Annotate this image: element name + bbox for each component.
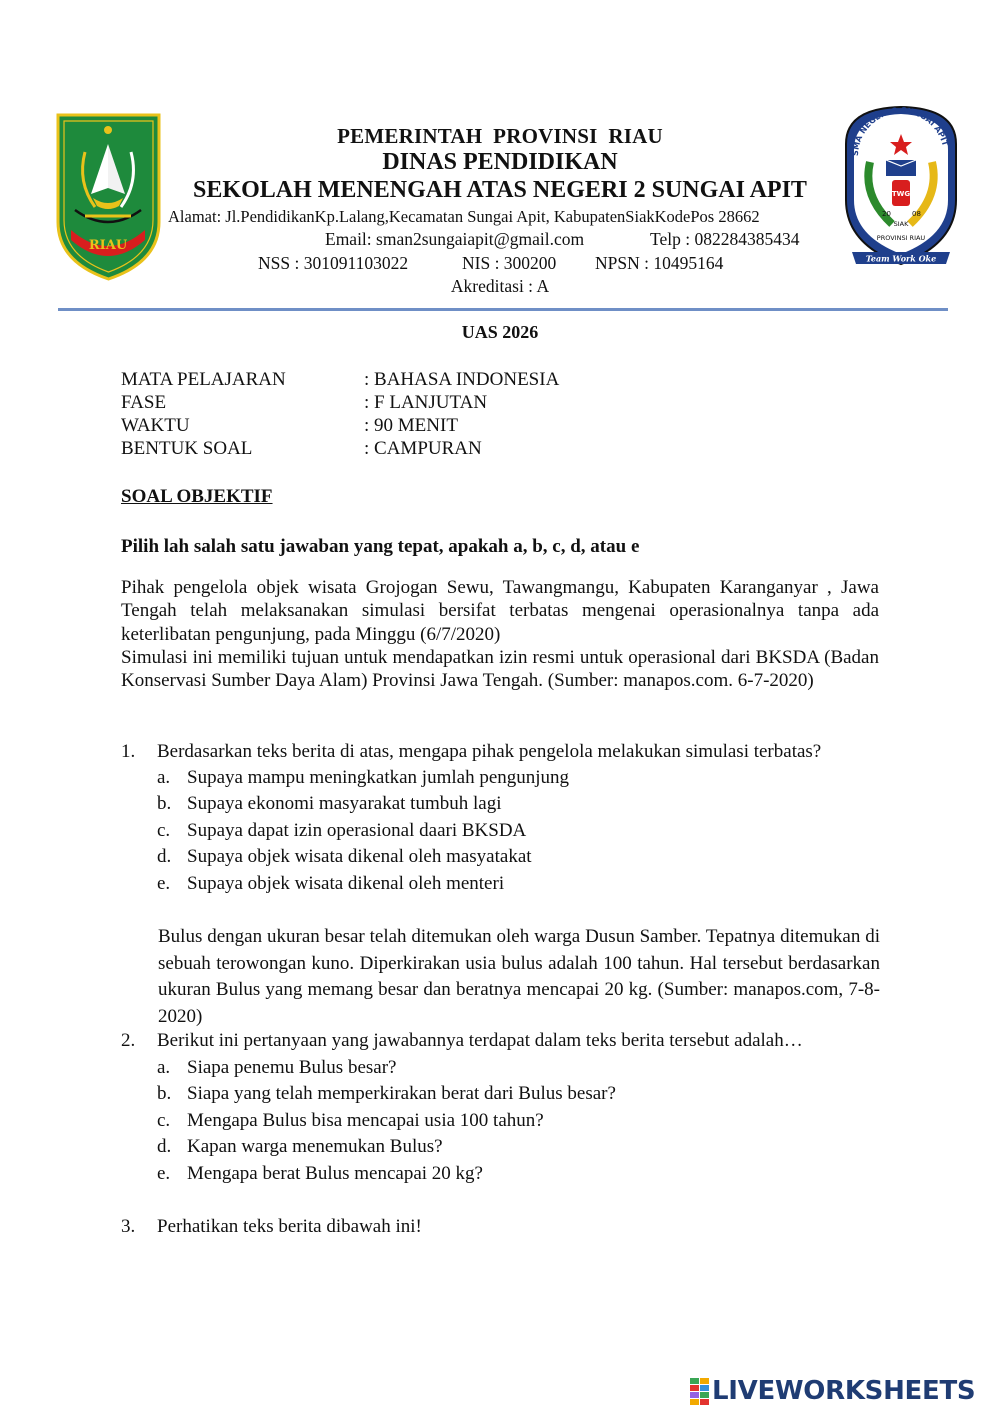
question-2-option-letter: d. [157,1136,172,1157]
letterhead-nss: NSS : 301091103022 [258,253,409,273]
question-2-text: Berikut ini pertanyaan yang jawabannya terdapat dalam teks berita tersebut adalah… [157,1030,803,1051]
question-1-text: Berdasarkan teks berita di atas, mengapa pihak pengelola melakukan simulasi terbatas? [157,741,822,762]
question-1-option-b[interactable]: Supaya ekonomi masyarakat tumbuh lagi [187,793,502,814]
letterhead-phone: Telp : 082284385434 [650,229,800,249]
letterhead-address: Alamat: Jl.PendidikanKp.Lalang,Kecamatan Sungai Apit, KabupatenSiakKodePos 28662 [168,207,760,226]
letterhead-school-name: SEKOLAH MENENGAH ATAS NEGERI 2 SUNGAI APIT [193,177,807,203]
liveworksheets-logo-icon [690,1378,710,1406]
question-1-option-letter: a. [157,767,171,788]
letterhead-government: PEMERINTAH PROVINSI RIAU [337,124,663,148]
liveworksheets-brand[interactable] [690,1376,990,1406]
instruction: Pilih lah salah satu jawaban yang tepat, apakah a, b, c, d, atau e [121,536,640,557]
question-1-number: 1. [121,741,136,762]
question-3-text: Perhatikan teks berita dibawah ini! [157,1216,422,1237]
riau-logo-text: RIAU [88,238,128,253]
info-value: : BAHASA INDONESIA [364,369,560,390]
school-logo-year-left: 20 [882,210,891,218]
question-1-option-letter: d. [157,846,172,867]
question-2-option-letter: a. [157,1057,171,1078]
info-row-phase [121,392,487,414]
info-row-question-type [121,438,482,460]
question-1-option-a[interactable]: Supaya mampu meningkatkan jumlah pengunjung [187,767,570,788]
question-2-option-d[interactable]: Kapan warga menemukan Bulus? [187,1136,443,1157]
passage-2: Bulus dengan ukuran besar telah ditemukan oleh warga Dusun Samber. Tepatnya ditemukan di sebuah terowongan kuno. Diperkirakan usia bulus adalah 100 tahun. Hal tersebut berdasarkan ukuran Bulus yang memang besar dan beratnya mencapai 20 kg. (Sumber: manapos.com, 7-8-2020) [158,926,880,1027]
letterhead-nis: NIS : 300200 [462,253,557,273]
info-value: : CAMPURAN [364,438,482,459]
info-value: : F LANJUTAN [364,392,488,413]
school-logo-siak: SIAK [893,220,909,228]
question-3-number: 3. [121,1216,136,1237]
info-label: FASE [121,392,167,413]
passage-1-paragraph-2: Simulasi ini memiliki tujuan untuk mendapatkan izin resmi untuk operasional dari BKSDA (Badan Konservasi Sumber Daya Alam) Provinsi Jawa Tengah. (Sumber: manapos.com. 6-7-2020) [121,647,879,692]
question-2-option-letter: e. [157,1163,171,1184]
letterhead-npsn: NPSN : 10495164 [595,253,724,273]
letterhead-divider [58,308,948,311]
school-logo-motto: Team Work Oke [865,253,937,264]
liveworksheets-wordmark: LIVEWORKSHEETS [712,1376,976,1406]
info-row-time [121,415,458,437]
letterhead-department: DINAS PENDIDIKAN [382,149,618,175]
question-2-option-a[interactable]: Siapa penemu Bulus besar? [187,1057,397,1078]
question-1-option-d[interactable]: Supaya objek wisata dikenal oleh masyatakat [187,846,532,867]
question-2-option-b[interactable]: Siapa yang telah memperkirakan berat dari Bulus besar? [187,1083,616,1104]
question-1-option-letter: e. [157,873,171,894]
school-logo-twg: TWG [891,190,911,198]
info-value: : 90 MENIT [364,415,458,436]
exam-title: UAS 2026 [461,322,539,342]
passage-1-paragraph-1: Pihak pengelola objek wisata Grojogan Sewu, Tawangmangu, Kabupaten Karanganyar , Jawa Tengah telah melaksanakan simulasi bersifat terbatas mengenai operasionalnya tanpa ada keterlibatan pengunjung, pada Minggu (6/7/2020) [121,577,879,645]
info-label: MATA PELAJARAN [121,369,286,390]
school-logo-year-right: 08 [912,210,921,218]
school-logo-bottom-text: PROVINSI RIAU [876,234,926,242]
info-label: WAKTU [121,415,190,436]
info-row-subject [121,369,559,391]
question-1-option-c[interactable]: Supaya dapat izin operasional daari BKSDA [187,820,527,841]
question-2-option-e[interactable]: Mengapa berat Bulus mencapai 20 kg? [187,1163,483,1184]
section-heading: SOAL OBJEKTIF [121,486,273,507]
question-2-option-letter: c. [157,1110,171,1131]
question-2-option-letter: b. [157,1083,172,1104]
info-label: BENTUK SOAL [121,438,253,459]
question-2-option-c[interactable]: Mengapa Bulus bisa mencapai usia 100 tahun? [187,1110,544,1131]
letterhead-accreditation: Akreditasi : A [450,276,550,296]
question-1-option-e[interactable]: Supaya objek wisata dikenal oleh menteri [187,873,505,894]
letterhead-email: Email: sman2sungaiapit@gmail.com [325,229,585,249]
question-1-option-letter: c. [157,820,171,841]
question-1-option-letter: b. [157,793,172,814]
school-logo-ring-text: SMA NEGERI 2 SUNGAI APIT [850,105,950,157]
question-2-number: 2. [121,1030,136,1051]
